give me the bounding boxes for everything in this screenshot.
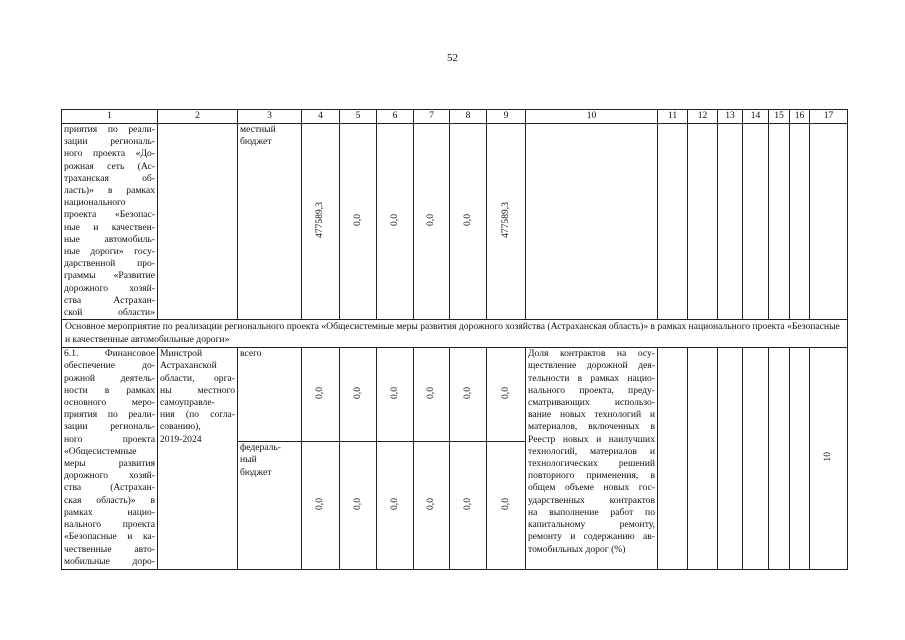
activity-description-cell: приятия по реали- зации региональ- ного проекта «До- рожная сеть (Ас- траханская об- ласть)» в рамках национального проекта «Безопас- ные и качествен- ные автомобиль- ные дороги» госу- дарственной про- граммы «Развитие дорожного хозяй- ства Астрахан- ской области» [62, 124, 158, 320]
header-cell: 2 [158, 110, 238, 124]
empty-cell [769, 348, 790, 570]
value-cell: 0,0 [414, 442, 450, 570]
funding-source-cell: федераль- ный бюджет [238, 442, 302, 570]
plan-table [61, 109, 848, 570]
header-cell: 1 [62, 110, 158, 124]
value-cell: 0,0 [302, 442, 340, 570]
target-value-cell: 10 [810, 348, 848, 570]
value-cell: 0,0 [377, 348, 414, 442]
page-number: 52 [447, 52, 458, 64]
section-title: Основное мероприятие по реализации регионального проекта «Общесистемные меры развития дорожного хозяйства (Астраханская область)» в рамках национального проекта «Безопасные и качественные автомобильные дороги» [62, 320, 848, 348]
empty-cell [769, 124, 790, 320]
empty-cell [688, 124, 718, 320]
header-cell: 7 [414, 110, 450, 124]
empty-cell [790, 124, 810, 320]
empty-cell [688, 348, 718, 570]
header-cell: 12 [688, 110, 718, 124]
funding-source-cell: всего [238, 348, 302, 442]
activity-description-cell: 6.1. Финансовое обеспечение до- рожной деятель- ности в рамках основного меро- приятия по реали- зации региональ- ного проекта «Общесистемные меры развития дорожного хозяй- ства (Астрахан- ская область)» в рамках нацио- нального проекта «Безопасные и ка- чественные авто- мобильные доро- [62, 348, 158, 570]
value-cell: 0,0 [414, 124, 450, 320]
value-cell: 0,0 [487, 442, 526, 570]
header-cell: 5 [340, 110, 377, 124]
indicator-cell: Доля контрактов на осу- ществление дорожной дея- тельности в рамках нацио- нального проекта, преду- сматривающих использо- вание новых технологий и материалов, включенных в Реестр новых и наилучших технологий, материалов и технологических решений повторного применения, в общем объеме новых гос- ударственных контрактов на выполнение работ по капитальному ремонту, ремонту и содержанию ав- томобильных дорог (%) [526, 348, 658, 570]
funding-source-cell: местный бюджет [238, 124, 302, 320]
empty-cell [743, 348, 769, 570]
value-cell: 477589,3 [487, 124, 526, 320]
value-cell: 0,0 [377, 124, 414, 320]
header-cell: 16 [790, 110, 810, 124]
executor-cell [158, 124, 238, 320]
value-cell: 0,0 [377, 442, 414, 570]
value-cell: 0,0 [450, 442, 487, 570]
header-cell: 11 [658, 110, 688, 124]
empty-cell [743, 124, 769, 320]
header-cell: 15 [769, 110, 790, 124]
header-cell: 3 [238, 110, 302, 124]
empty-cell [658, 348, 688, 570]
value-cell: 477589,3 [302, 124, 340, 320]
value-cell: 0,0 [340, 124, 377, 320]
section-row [62, 320, 848, 348]
value-cell: 0,0 [450, 348, 487, 442]
value-cell: 0,0 [340, 348, 377, 442]
header-cell: 13 [718, 110, 743, 124]
header-cell: 9 [487, 110, 526, 124]
header-cell: 8 [450, 110, 487, 124]
value-cell: 0,0 [450, 124, 487, 320]
value-cell: 0,0 [414, 348, 450, 442]
value-cell: 0,0 [340, 442, 377, 570]
indicator-cell [526, 124, 658, 320]
header-cell: 6 [377, 110, 414, 124]
empty-cell [718, 124, 743, 320]
table-row [62, 124, 848, 320]
header-row [62, 110, 848, 124]
header-cell: 10 [526, 110, 658, 124]
empty-cell [718, 348, 743, 570]
header-cell: 17 [810, 110, 848, 124]
header-cell: 14 [743, 110, 769, 124]
value-cell: 0,0 [302, 348, 340, 442]
executor-cell: Минстрой Астраханской области, орга- ны местного самоуправле- ния (по согла- сованию), 2019-2024 [158, 348, 238, 570]
empty-cell [790, 348, 810, 570]
header-cell: 4 [302, 110, 340, 124]
empty-cell [810, 124, 848, 320]
value-cell: 0,0 [487, 348, 526, 442]
empty-cell [658, 124, 688, 320]
table-row [62, 348, 848, 442]
